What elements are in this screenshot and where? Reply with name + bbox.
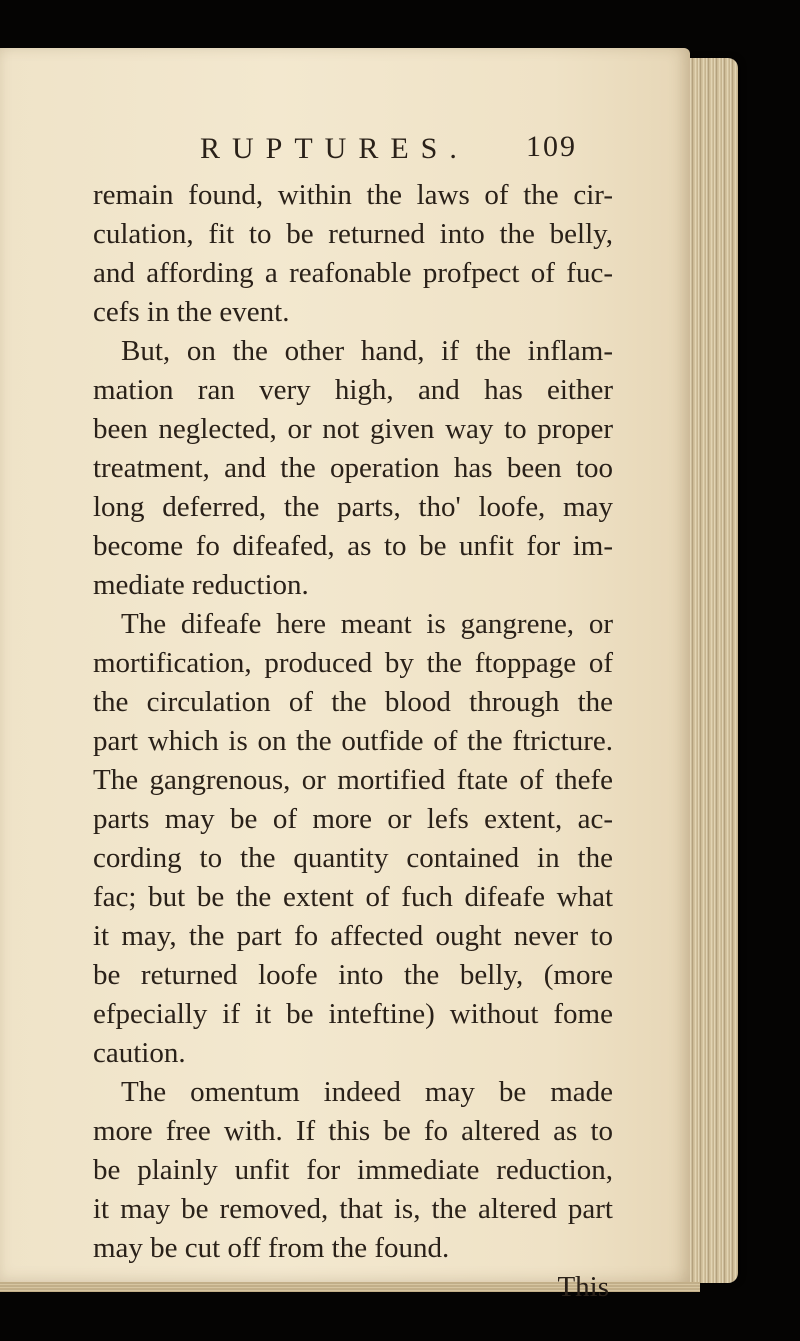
text-line: more free with. If this be fo altered as to [93,1115,613,1147]
text-line: and affording a reafonable profpect of fuc- [93,257,613,289]
page-number: 109 [526,130,577,163]
running-head-title: RUPTURES. [200,132,469,165]
text-line: part which is on the outfide of the ftricture. [93,725,613,757]
text-line: cefs in the event. [93,296,290,328]
text-block [93,132,613,1307]
text-line: be plainly unfit for immediate reduction, [93,1154,613,1186]
text-line: mortification, produced by the ftoppage of [93,647,613,679]
text-line: mediate reduction. [93,569,309,601]
text-line: mation ran very high, and has either [93,374,613,406]
running-head [93,132,613,176]
text-line: the circulation of the blood through the [93,686,613,718]
text-line: it may be removed, that is, the altered part [93,1193,613,1225]
text-line: become fo difeafed, as to be unfit for im- [93,530,613,562]
text-line: remain found, within the laws of the cir- [93,179,613,211]
text-line: caution. [93,1037,186,1069]
text-line: be returned loofe into the belly, (more [93,959,613,991]
text-line: treatment, and the operation has been too [93,452,613,484]
text-line: cording to the quantity contained in the [93,842,613,874]
text-line: The gangrenous, or mortified ftate of thefe [93,764,613,796]
text-line: The difeafe here meant is gangrene, or [121,608,613,640]
text-line: long deferred, the parts, tho' loofe, may [93,491,613,523]
text-line: The omentum indeed may be made [121,1076,613,1108]
text-line: fac; but be the extent of fuch difeafe what [93,881,613,913]
text-line: may be cut off from the found. [93,1232,450,1264]
text-line: culation, fit to be returned into the belly, [93,218,613,250]
text-line: been neglected, or not given way to proper [93,413,613,445]
text-line: efpecially if it be inteftine) without fome [93,998,613,1030]
text-line: it may, the part fo affected ought never to [93,920,613,952]
text-line: parts may be of more or lefs extent, ac- [93,803,613,835]
catchword: This [557,1271,609,1303]
text-line: But, on the other hand, if the inflam- [121,335,613,367]
